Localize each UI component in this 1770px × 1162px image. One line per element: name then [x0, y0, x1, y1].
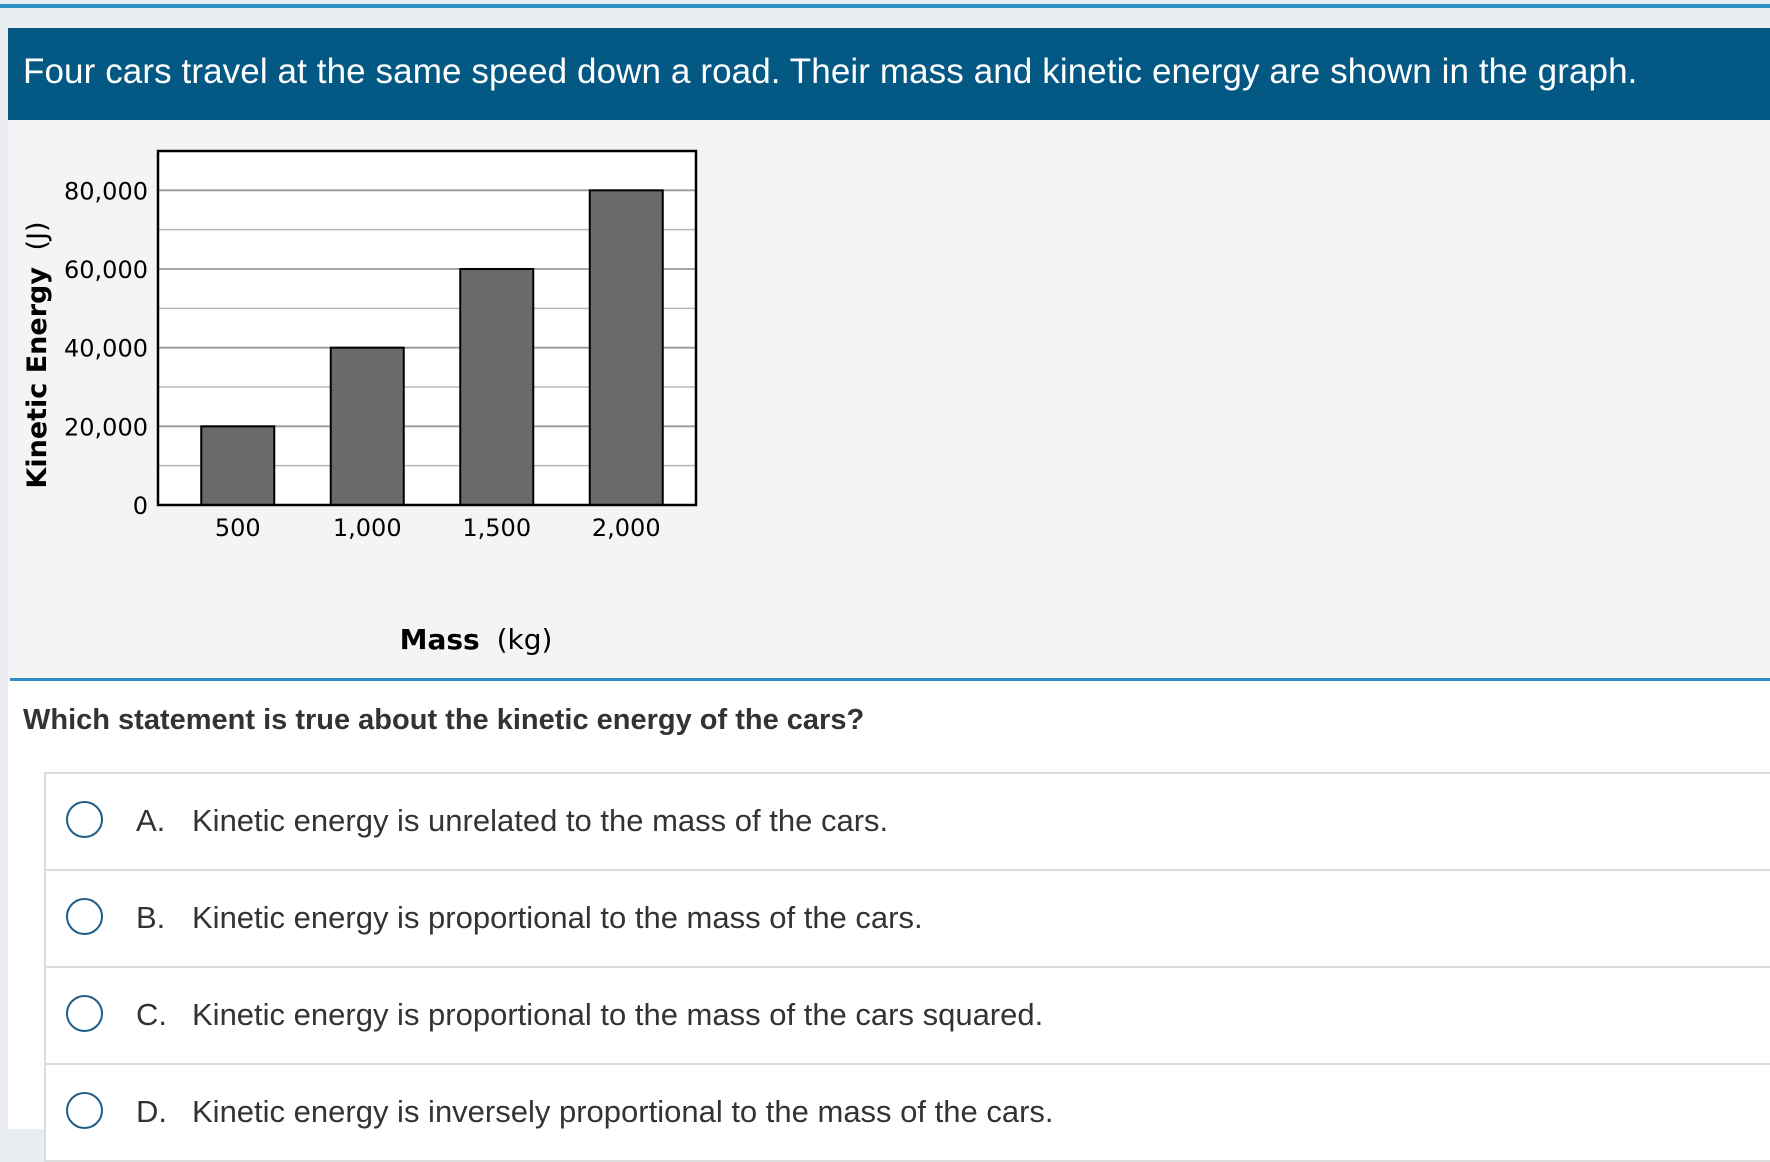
radio-button-d[interactable] [66, 1092, 103, 1129]
option-text-c: Kinetic energy is proportional to the mass of the cars squared. [192, 997, 1044, 1032]
y-tick-label-0: 0 [132, 492, 148, 520]
top-accent-rule [0, 4, 1770, 8]
option-letter-c: C. [136, 997, 167, 1032]
y-tick-label-3: 60,000 [64, 256, 148, 284]
x-axis-title-bold: Mass [399, 623, 480, 656]
chart-area [8, 120, 1770, 678]
stimulus-header [8, 28, 1770, 120]
bar-2 [460, 269, 533, 505]
answer-option-d[interactable] [44, 1063, 1770, 1162]
answer-option-c[interactable] [44, 966, 1770, 1063]
option-text-b: Kinetic energy is proportional to the mass of the cars. [192, 900, 923, 935]
chart-plot-layer [64, 151, 696, 542]
option-letter-a: A. [136, 803, 166, 838]
answer-options [44, 772, 1770, 1162]
option-letter-d: D. [136, 1094, 167, 1129]
option-text-a: Kinetic energy is unrelated to the mass of the cars. [192, 803, 889, 838]
y-axis-title-unit: (J) [22, 221, 53, 251]
y-tick-label-1: 20,000 [64, 413, 148, 442]
y-axis-title-bold: Kinetic Energy [22, 267, 53, 489]
answer-option-b[interactable] [44, 869, 1770, 966]
x-axis-title [400, 623, 553, 656]
bar-3 [590, 190, 663, 505]
y-tick-label-4: 80,000 [64, 177, 148, 206]
question-prompt: Which statement is true about the kinetic energy of the cars? [23, 704, 865, 736]
x-tick-label-3: 2,000 [591, 514, 661, 542]
option-letter-b: B. [136, 900, 166, 935]
answer-option-a[interactable] [44, 772, 1770, 869]
x-tick-label-2: 1,500 [462, 514, 532, 542]
item-panel [8, 28, 1770, 1129]
radio-button-a[interactable] [66, 801, 103, 838]
bar-1 [331, 348, 404, 505]
radio-button-b[interactable] [66, 898, 103, 935]
x-tick-label-1: 1,000 [332, 514, 402, 542]
y-axis-title [22, 221, 53, 488]
option-text-d: Kinetic energy is inversely proportional to the mass of the cars. [192, 1094, 1054, 1129]
bar-chart [8, 120, 808, 678]
stimulus-text: Four cars travel at the same speed down a road. Their mass and kinetic energy are shown in the graph. [23, 52, 1638, 91]
x-tick-label-0: 500 [214, 514, 261, 542]
section-divider [10, 678, 1770, 681]
radio-button-c[interactable] [66, 995, 103, 1032]
bar-0 [201, 426, 274, 505]
y-tick-label-2: 40,000 [64, 334, 148, 363]
x-axis-title-unit: (kg) [496, 623, 553, 656]
